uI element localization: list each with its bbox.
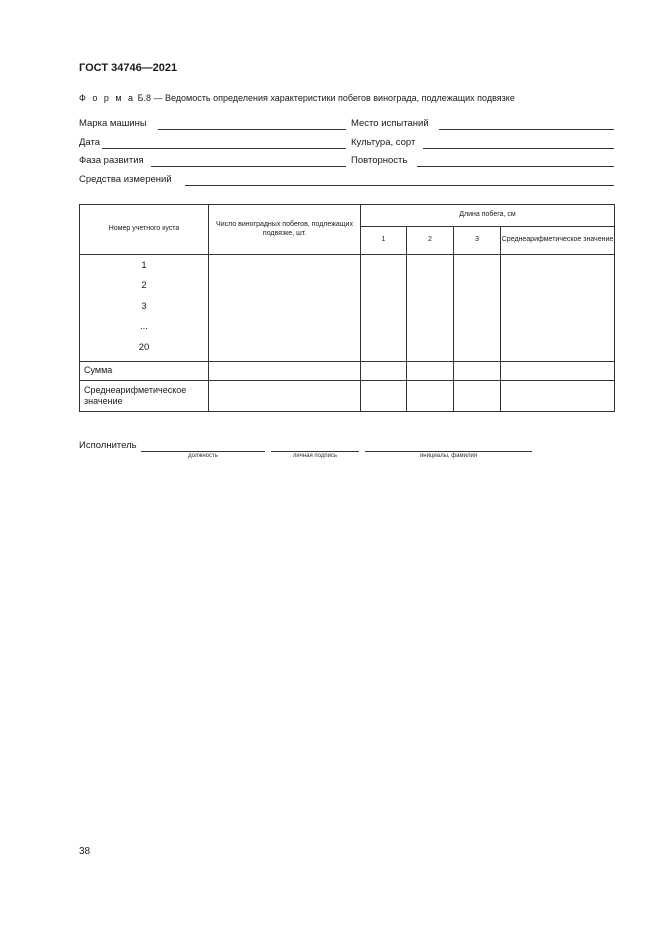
row-number: ... (140, 321, 148, 333)
repetition-line[interactable] (417, 166, 614, 167)
page-number: 38 (79, 846, 91, 857)
sum-length-1-cell[interactable] (361, 361, 407, 380)
shoots-table (79, 204, 615, 412)
initials-line[interactable] (365, 451, 532, 452)
position-line[interactable] (141, 451, 265, 452)
signature-caption: личная подпись (292, 453, 338, 459)
bush-numbers-cell (80, 255, 209, 362)
row-number: 20 (138, 341, 150, 353)
length-2-cell[interactable] (407, 255, 454, 362)
col-length-header: Длина побега, см (361, 205, 615, 227)
mean-length-3-cell[interactable] (454, 380, 501, 411)
shoots-cell[interactable] (209, 255, 361, 362)
subcol-3: 3 (454, 227, 501, 255)
mean-shoots-cell[interactable] (209, 380, 361, 411)
form-title (79, 93, 515, 103)
measuring-tools-line[interactable] (185, 185, 614, 186)
initials-caption: инициалы, фамилия (419, 453, 478, 459)
mean-row-label: Среднеарифметическое значение (80, 380, 209, 411)
culture-variety-label: Культура, сорт (351, 137, 416, 148)
test-place-line[interactable] (439, 129, 614, 130)
col-bush-header: Номер учетного куста (80, 205, 209, 255)
subcol-mean: Среднеарифметическое значение (501, 227, 615, 255)
mean-length-2-cell[interactable] (407, 380, 454, 411)
signature-line[interactable] (271, 451, 359, 452)
mean-length-mean-cell[interactable] (501, 380, 615, 411)
growth-phase-line[interactable] (151, 166, 346, 167)
row-number: 2 (141, 280, 147, 292)
form-title-text: Б.8 — Ведомость определения характеристики побегов винограда, подлежащих подвязке (137, 93, 515, 103)
length-1-cell[interactable] (361, 255, 407, 362)
position-caption: должность (188, 453, 218, 459)
col-shoots-header: Число виноградных побегов, подлежащих подвязке, шт. (209, 205, 361, 255)
standard-header: ГОСТ 34746—2021 (79, 62, 178, 74)
subcol-1: 1 (361, 227, 407, 255)
machine-brand-line[interactable] (158, 129, 346, 130)
sum-length-2-cell[interactable] (407, 361, 454, 380)
repetition-label: Повторность (351, 155, 408, 166)
machine-brand-label: Марка машины (79, 118, 147, 129)
test-place-label: Место испытаний (351, 118, 429, 129)
subcol-2: 2 (407, 227, 454, 255)
culture-variety-line[interactable] (423, 148, 614, 149)
mean-length-1-cell[interactable] (361, 380, 407, 411)
executor-label: Исполнитель (79, 440, 137, 451)
growth-phase-label: Фаза развития (79, 155, 144, 166)
length-3-cell[interactable] (454, 255, 501, 362)
sum-row-label: Сумма (80, 361, 209, 380)
row-number: 3 (141, 300, 147, 312)
form-label: Ф о р м а (79, 93, 136, 103)
row-number: 1 (141, 260, 147, 271)
sum-shoots-cell[interactable] (209, 361, 361, 380)
date-label: Дата (79, 137, 101, 148)
measuring-tools-label: Средства измерений (79, 174, 172, 185)
sum-length-mean-cell[interactable] (501, 361, 615, 380)
date-line[interactable] (102, 148, 346, 149)
sum-length-3-cell[interactable] (454, 361, 501, 380)
length-mean-cell[interactable] (501, 255, 615, 362)
